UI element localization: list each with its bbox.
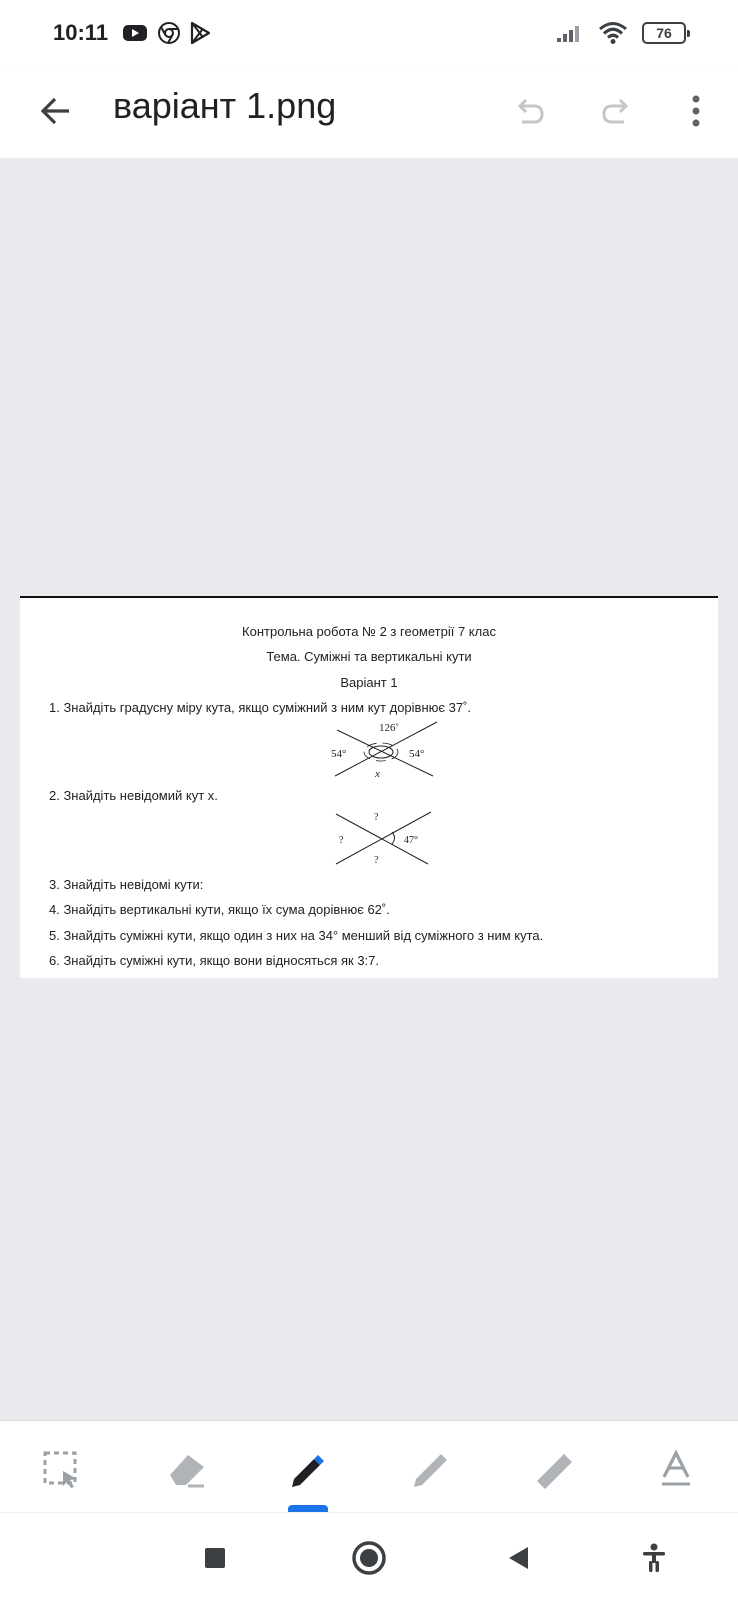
arrow-back-icon [38, 94, 72, 128]
figure-1-top-label: 126˚ [379, 722, 400, 734]
doc-heading: Контрольна робота № 2 з геометрії 7 клас [242, 624, 496, 639]
task-6: 6. Знайдіть суміжні кути, якщо вони відносяться як 3:7. [49, 953, 380, 968]
pencil-tool[interactable] [402, 1441, 458, 1497]
doc-topic: Тема. Суміжні та вертикальні кути [266, 649, 472, 664]
home-circle-icon [351, 1540, 387, 1576]
back-button[interactable] [30, 86, 80, 136]
system-nav-bar [0, 1512, 738, 1599]
task-3: 3. Знайдіть невідомі кути: [49, 877, 204, 892]
home-button[interactable] [344, 1533, 394, 1583]
figure-2-right-label: 47° [404, 835, 418, 846]
pencil-icon [408, 1447, 452, 1491]
wifi-icon [598, 21, 628, 45]
play-store-icon [190, 22, 210, 44]
eraser-icon [164, 1449, 208, 1489]
drawing-toolbar [0, 1420, 738, 1512]
status-notification-icons [122, 20, 210, 46]
back-triangle-icon [507, 1545, 531, 1571]
accessibility-button[interactable] [629, 1533, 679, 1583]
figure-2-left-label: ? [339, 835, 344, 846]
more-vert-icon [690, 94, 702, 128]
eraser-tool[interactable] [158, 1441, 214, 1497]
pen-tool[interactable] [280, 1441, 336, 1497]
undo-button[interactable] [504, 86, 554, 136]
task-4: 4. Знайдіть вертикальні кути, якщо їх сума дорівнює 62˚. [49, 902, 390, 917]
back-nav-button[interactable] [494, 1533, 544, 1583]
highlighter-icon [531, 1447, 575, 1491]
battery-icon [642, 22, 686, 44]
figure-2-bottom-label: ? [374, 855, 379, 866]
figure-1-bottom-label: x [375, 768, 380, 780]
battery-level: 76 [656, 25, 672, 41]
youtube-icon [122, 23, 148, 43]
status-time: 10:11 [53, 20, 109, 45]
undo-icon [512, 96, 546, 126]
status-bar [0, 0, 738, 66]
task-1: 1. Знайдіть градусну міру кута, якщо суміжний з ним кут дорівнює 37˚. [49, 700, 472, 715]
task-5: 5. Знайдіть суміжні кути, якщо один з них на 34° менший від суміжного з ним кута. [49, 928, 544, 943]
figure-1-right-label: 54° [409, 748, 425, 760]
figure-2-top-label: ? [374, 812, 379, 823]
figure-1-left-label: 54° [331, 748, 347, 760]
highlighter-tool[interactable] [525, 1441, 581, 1497]
lasso-select-tool[interactable] [33, 1441, 89, 1497]
accessibility-icon [640, 1543, 668, 1573]
signal-icon [556, 23, 584, 43]
text-icon [656, 1449, 696, 1489]
app-bar [0, 66, 738, 158]
task-2: 2. Знайдіть невідомий кут x. [49, 788, 218, 803]
redo-icon [600, 96, 634, 126]
status-system-icons [556, 20, 686, 46]
figure-2-diagram [332, 808, 446, 870]
chrome-icon [158, 22, 180, 44]
lasso-select-icon [41, 1449, 81, 1489]
document-image [20, 596, 718, 978]
doc-variant: Варіант 1 [340, 675, 398, 690]
recents-button[interactable] [190, 1533, 240, 1583]
image-canvas[interactable] [0, 158, 738, 1420]
figure-1-diagram [325, 716, 450, 782]
pen-icon [286, 1447, 330, 1491]
redo-button[interactable] [592, 86, 642, 136]
more-options-button[interactable] [671, 86, 721, 136]
text-tool[interactable] [648, 1441, 704, 1497]
file-title: варіант 1.png [113, 85, 337, 126]
recents-square-icon [203, 1546, 227, 1570]
